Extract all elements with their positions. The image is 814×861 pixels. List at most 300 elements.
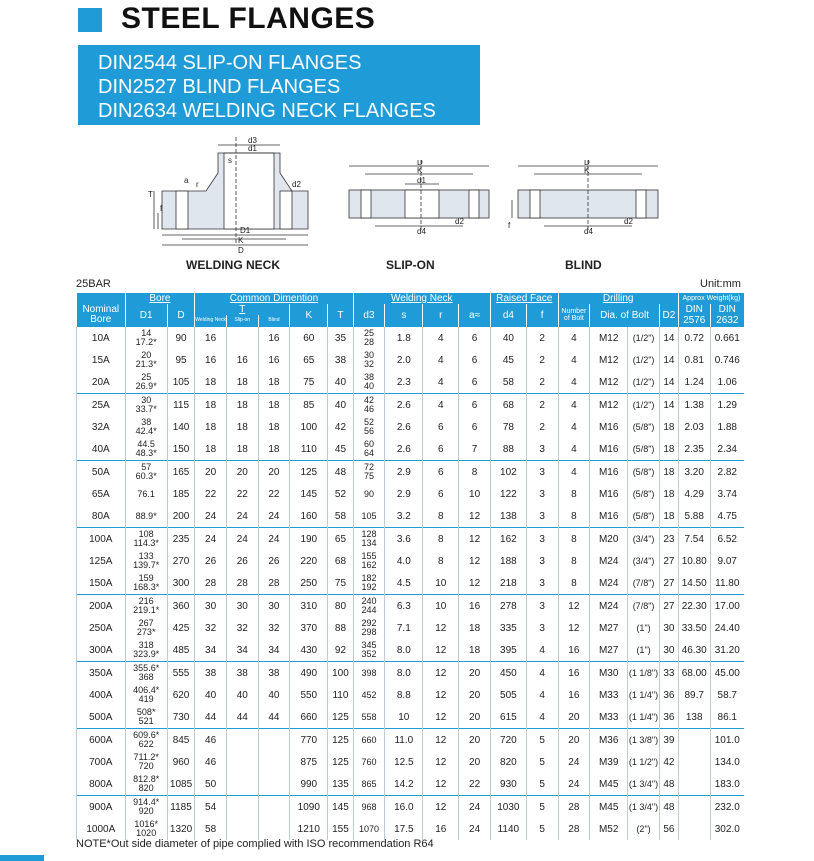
col-f: f (526, 304, 558, 327)
table-body (77, 327, 745, 841)
cell-f: 3 (526, 528, 558, 551)
cell-weight-2632: 86.1 (710, 706, 744, 729)
cell-K: 110 (290, 438, 328, 461)
cell-bolt-size: M27 (590, 617, 628, 639)
cell-s: 3.6 (385, 528, 423, 551)
cell-t-blind (258, 751, 290, 773)
cell-D2: 14 (659, 371, 678, 394)
cell-number-of-bolt: 8 (558, 572, 590, 595)
cell-D1 (125, 327, 167, 350)
cell-T: 40 (328, 394, 353, 417)
cell-D1-upper: 38 (141, 417, 152, 427)
cell-t-slip-on (226, 729, 258, 752)
cell-nominal-bore: 50A (77, 461, 126, 484)
cell-D1-upper: 30 (141, 395, 152, 405)
cell-weight-2576: 2.35 (678, 438, 710, 461)
cell-t-welding-neck: 58 (195, 818, 227, 840)
cell-r: 10 (423, 595, 459, 618)
cell-d3-lower: 398 (361, 667, 377, 678)
cell-d3-lower: 75 (363, 471, 374, 481)
cell-d4: 278 (490, 595, 526, 618)
cell-f: 3 (526, 438, 558, 461)
cell-d4: 40 (490, 327, 526, 350)
cell-f: 3 (526, 595, 558, 618)
cell-d4: 88 (490, 438, 526, 461)
cell-weight-2632: 31.20 (710, 639, 744, 662)
cell-weight-2576: 0.72 (678, 327, 710, 350)
cell-bolt-size: M24 (590, 550, 628, 572)
cell-d4: 162 (490, 528, 526, 551)
cell-nominal-bore: 600A (77, 729, 126, 752)
cell-K: 875 (290, 751, 328, 773)
table-row (77, 550, 745, 572)
col-dia-of-bolt: Dia. of Bolt (590, 304, 660, 327)
table-row (77, 773, 745, 796)
cell-d4: 505 (490, 684, 526, 706)
cell-d3-lower: 865 (361, 778, 377, 789)
cell-t-slip-on (226, 751, 258, 773)
cell-D2: 48 (659, 773, 678, 796)
cell-weight-2576: 1.24 (678, 371, 710, 394)
cell-D1 (125, 483, 167, 505)
cell-number-of-bolt: 24 (558, 751, 590, 773)
cell-f: 5 (526, 796, 558, 819)
cell-bolt-inch: (3/4") (628, 550, 660, 572)
cell-nominal-bore: 15A (77, 349, 126, 371)
title-square-icon (78, 8, 102, 32)
cell-f: 2 (526, 371, 558, 394)
cell-d3-lower: 40 (363, 381, 374, 391)
dim-label-K: K (238, 236, 244, 245)
cell-K: 990 (290, 773, 328, 796)
dim-label-d2: d2 (624, 217, 633, 226)
cell-d3 (353, 684, 385, 706)
cell-d4: 102 (490, 461, 526, 484)
cell-d4: 1140 (490, 818, 526, 840)
cell-bolt-inch: (5/8") (628, 505, 660, 528)
cell-D: 620 (167, 684, 194, 706)
cell-weight-2632: 0.661 (710, 327, 744, 350)
cell-r: 6 (423, 416, 459, 438)
cell-D1-upper: 609.6* (133, 730, 160, 740)
cell-D1-lower: 1020 (136, 828, 157, 838)
cell-s: 2.9 (385, 483, 423, 505)
cell-weight-2576 (678, 751, 710, 773)
cell-d4: 395 (490, 639, 526, 662)
cell-D1 (125, 505, 167, 528)
cell-nominal-bore: 400A (77, 684, 126, 706)
group-welding-neck: Welding Neck (353, 293, 490, 304)
cell-t-blind: 26 (258, 550, 290, 572)
cell-nominal-bore: 900A (77, 796, 126, 819)
cell-nominal-bore: 700A (77, 751, 126, 773)
cell-D: 1320 (167, 818, 194, 840)
cell-weight-2632: 1.88 (710, 416, 744, 438)
cell-s: 16.0 (385, 796, 423, 819)
cell-weight-2576: 7.54 (678, 528, 710, 551)
table-row (77, 595, 745, 618)
table-row (77, 438, 745, 461)
cell-D1 (125, 773, 167, 796)
cell-D1-upper: 1016* (134, 819, 158, 829)
cell-bolt-inch: (1/2") (628, 394, 660, 417)
cell-bolt-inch: (1/2") (628, 371, 660, 394)
cell-bolt-size: M16 (590, 505, 628, 528)
cell-t-slip-on (226, 796, 258, 819)
cell-t-blind (258, 773, 290, 796)
col-nominal-spacer (77, 293, 126, 304)
cell-weight-2576: 89.7 (678, 684, 710, 706)
cell-number-of-bolt: 4 (558, 327, 590, 350)
cell-a: 12 (459, 528, 491, 551)
cell-d3-upper: 240 (361, 596, 377, 606)
cell-bolt-size: M36 (590, 729, 628, 752)
cell-a: 18 (459, 617, 491, 639)
cell-weight-2576: 33.50 (678, 617, 710, 639)
col-D1: D1 (125, 304, 167, 327)
blind-caption: BLIND (565, 258, 602, 272)
cell-t-blind: 44 (258, 706, 290, 729)
cell-number-of-bolt: 20 (558, 706, 590, 729)
cell-f: 4 (526, 639, 558, 662)
cell-t-welding-neck: 18 (195, 394, 227, 417)
cell-d3 (353, 327, 385, 350)
cell-D1-upper: 25 (141, 372, 152, 382)
cell-D: 485 (167, 639, 194, 662)
cell-d4: 58 (490, 371, 526, 394)
cell-r: 4 (423, 371, 459, 394)
cell-number-of-bolt: 24 (558, 773, 590, 796)
cell-d3-lower: 105 (361, 510, 377, 521)
cell-weight-2576: 46.30 (678, 639, 710, 662)
cell-T: 45 (328, 438, 353, 461)
cell-t-welding-neck: 24 (195, 505, 227, 528)
cell-nominal-bore: 200A (77, 595, 126, 618)
cell-D2: 56 (659, 818, 678, 840)
cell-D: 185 (167, 483, 194, 505)
col-t-slip-on: Slip-on (226, 315, 258, 327)
cell-K: 190 (290, 528, 328, 551)
cell-K: 430 (290, 639, 328, 662)
cell-d3-lower: 28 (363, 337, 374, 347)
cell-D2: 18 (659, 505, 678, 528)
cell-t-welding-neck: 24 (195, 528, 227, 551)
cell-t-slip-on: 24 (226, 528, 258, 551)
cell-weight-2576 (678, 773, 710, 796)
cell-K: 100 (290, 416, 328, 438)
cell-t-slip-on: 24 (226, 505, 258, 528)
cell-bolt-inch: (1 3/4") (628, 773, 660, 796)
cell-nominal-bore: 65A (77, 483, 126, 505)
cell-D1 (125, 684, 167, 706)
cell-bolt-inch: (1/2") (628, 349, 660, 371)
cell-T: 40 (328, 371, 353, 394)
cell-d3-lower: 192 (361, 582, 377, 592)
cell-s: 7.1 (385, 617, 423, 639)
cell-D1-lower: 920 (138, 806, 154, 816)
table-row (77, 662, 745, 685)
group-weight: Approx Weight(kg) (678, 293, 744, 304)
cell-D: 960 (167, 751, 194, 773)
dim-label-a: a (184, 176, 189, 185)
cell-D1-upper: 914.4* (133, 797, 160, 807)
cell-number-of-bolt: 4 (558, 371, 590, 394)
cell-d3-lower: 968 (361, 801, 377, 812)
cell-D1-lower: 42.4* (135, 426, 157, 436)
cell-D1-lower: 622 (138, 739, 154, 749)
cell-d3-upper: 42 (363, 395, 374, 405)
cell-t-blind: 18 (258, 416, 290, 438)
cell-r: 12 (423, 796, 459, 819)
cell-t-blind: 34 (258, 639, 290, 662)
cell-weight-2576: 138 (678, 706, 710, 729)
cell-d3 (353, 550, 385, 572)
cell-s: 8.8 (385, 684, 423, 706)
cell-D1-lower: 820 (138, 783, 154, 793)
cell-r: 12 (423, 684, 459, 706)
cell-D1-upper: 14 (141, 328, 152, 338)
cell-d4: 45 (490, 349, 526, 371)
cell-t-blind (258, 729, 290, 752)
cell-T: 88 (328, 617, 353, 639)
col-D: D (167, 304, 194, 327)
cell-D: 845 (167, 729, 194, 752)
cell-t-slip-on (226, 818, 258, 840)
cell-weight-2632: 9.07 (710, 550, 744, 572)
cell-D1-lower: 419 (138, 694, 154, 704)
cell-D2: 18 (659, 416, 678, 438)
table-row (77, 416, 745, 438)
cell-T: 42 (328, 416, 353, 438)
cell-d3-lower: 244 (361, 605, 377, 615)
col-din-2: DIN (710, 304, 744, 315)
cell-weight-2576 (678, 729, 710, 752)
cell-a: 6 (459, 394, 491, 417)
cell-D1 (125, 572, 167, 595)
cell-D1-upper: 812.8* (133, 774, 160, 784)
cell-weight-2576: 3.20 (678, 461, 710, 484)
cell-bolt-size: M52 (590, 818, 628, 840)
cell-f: 3 (526, 461, 558, 484)
cell-f: 5 (526, 818, 558, 840)
cell-K: 770 (290, 729, 328, 752)
cell-d4: 1030 (490, 796, 526, 819)
cell-nominal-bore: 800A (77, 773, 126, 796)
cell-s: 11.0 (385, 729, 423, 752)
col-t-welding-neck: Welding Neck (195, 315, 227, 327)
cell-weight-2632: 2.82 (710, 461, 744, 484)
cell-nominal-bore: 100A (77, 528, 126, 551)
cell-D1-lower: 720 (138, 761, 154, 771)
standards-banner (78, 45, 480, 125)
cell-t-welding-neck: 18 (195, 416, 227, 438)
cell-s: 6.3 (385, 595, 423, 618)
cell-r: 16 (423, 818, 459, 840)
cell-t-welding-neck: 18 (195, 438, 227, 461)
cell-bolt-inch: (1 1/2") (628, 751, 660, 773)
cell-bolt-inch: (2") (628, 818, 660, 840)
cell-d3-upper: 155 (361, 551, 377, 561)
cell-D1 (125, 550, 167, 572)
cell-D: 150 (167, 438, 194, 461)
cell-t-slip-on: 18 (226, 438, 258, 461)
cell-a: 8 (459, 461, 491, 484)
cell-t-blind: 24 (258, 505, 290, 528)
cell-D2: 36 (659, 684, 678, 706)
dim-label-d4: d4 (584, 227, 593, 236)
table-row (77, 729, 745, 752)
cell-d3 (353, 438, 385, 461)
col-d4: d4 (490, 304, 526, 327)
cell-t-welding-neck: 34 (195, 639, 227, 662)
cell-f: 5 (526, 729, 558, 752)
cell-nominal-bore: 250A (77, 617, 126, 639)
cell-bolt-size: M20 (590, 528, 628, 551)
cell-D: 300 (167, 572, 194, 595)
cell-d3 (353, 818, 385, 840)
cell-weight-2632: 58.7 (710, 684, 744, 706)
cell-D1-lower: 521 (138, 716, 154, 726)
cell-d4: 68 (490, 394, 526, 417)
cell-r: 10 (423, 572, 459, 595)
cell-weight-2632: 302.0 (710, 818, 744, 840)
cell-D: 730 (167, 706, 194, 729)
cell-T: 125 (328, 706, 353, 729)
cell-bolt-inch: (5/8") (628, 438, 660, 461)
cell-weight-2576: 1.38 (678, 394, 710, 417)
cell-s: 12.5 (385, 751, 423, 773)
cell-D2: 18 (659, 461, 678, 484)
cell-a: 6 (459, 416, 491, 438)
cell-K: 550 (290, 684, 328, 706)
cell-D: 140 (167, 416, 194, 438)
table-row (77, 751, 745, 773)
cell-nominal-bore: 80A (77, 505, 126, 528)
cell-t-welding-neck: 20 (195, 461, 227, 484)
dim-label-K: K (417, 166, 423, 175)
cell-d3 (353, 572, 385, 595)
table-row (77, 505, 745, 528)
cell-bolt-size: M45 (590, 796, 628, 819)
cell-t-slip-on: 18 (226, 371, 258, 394)
cell-D2: 14 (659, 327, 678, 350)
cell-r: 6 (423, 461, 459, 484)
cell-d3 (353, 662, 385, 685)
cell-d3-upper: 38 (363, 372, 374, 382)
cell-K: 85 (290, 394, 328, 417)
cell-weight-2576: 0.81 (678, 349, 710, 371)
group-raised-face: Raised Face (490, 293, 558, 304)
cell-d3 (353, 528, 385, 551)
cell-bolt-inch: (5/8") (628, 483, 660, 505)
cell-t-welding-neck: 46 (195, 729, 227, 752)
cell-s: 8.0 (385, 639, 423, 662)
cell-d3 (353, 461, 385, 484)
cell-d3-lower: 352 (361, 649, 377, 659)
cell-bolt-inch: (1 1/4") (628, 706, 660, 729)
cell-s: 17.5 (385, 818, 423, 840)
cell-T: 92 (328, 639, 353, 662)
cell-bolt-size: M16 (590, 461, 628, 484)
cell-s: 2.0 (385, 349, 423, 371)
cell-r: 12 (423, 617, 459, 639)
col-a: a≈ (459, 304, 491, 327)
cell-d3-upper: 128 (361, 529, 377, 539)
cell-bolt-inch: (1/2") (628, 327, 660, 350)
cell-bolt-size: M30 (590, 662, 628, 685)
cell-f: 4 (526, 662, 558, 685)
cell-nominal-bore: 1000A (77, 818, 126, 840)
cell-bolt-size: M12 (590, 349, 628, 371)
cell-weight-2632: 101.0 (710, 729, 744, 752)
cell-D1-upper: 267 (138, 618, 154, 628)
cell-number-of-bolt: 4 (558, 394, 590, 417)
cell-nominal-bore: 150A (77, 572, 126, 595)
cell-D1-lower: 88.9* (135, 510, 157, 521)
cell-D1 (125, 639, 167, 662)
cell-d3 (353, 595, 385, 618)
cell-r: 8 (423, 528, 459, 551)
col-nominal-bore: Nominal Bore (77, 304, 126, 327)
cell-d3-upper: 30 (363, 350, 374, 360)
cell-D1 (125, 751, 167, 773)
cell-t-welding-neck: 28 (195, 572, 227, 595)
flange-dimension-table (76, 293, 744, 840)
cell-D1-upper: 159 (138, 573, 154, 583)
cell-a: 20 (459, 684, 491, 706)
cell-d3 (353, 773, 385, 796)
cell-number-of-bolt: 16 (558, 662, 590, 685)
cell-D2: 30 (659, 617, 678, 639)
cell-weight-2632: 183.0 (710, 773, 744, 796)
cell-t-welding-neck: 22 (195, 483, 227, 505)
cell-D2: 27 (659, 550, 678, 572)
cell-bolt-size: M24 (590, 595, 628, 618)
cell-number-of-bolt: 4 (558, 416, 590, 438)
col-t-blind: Blind (258, 315, 290, 327)
cell-t-welding-neck: 38 (195, 662, 227, 685)
cell-weight-2632: 0.746 (710, 349, 744, 371)
cell-d3 (353, 639, 385, 662)
cell-s: 4.5 (385, 572, 423, 595)
cell-bolt-inch: (1 1/4") (628, 684, 660, 706)
banner-line: DIN2544 SLIP-ON FLANGES (98, 52, 362, 74)
cell-t-slip-on: 44 (226, 706, 258, 729)
cell-r: 4 (423, 349, 459, 371)
cell-t-blind: 40 (258, 684, 290, 706)
cell-t-welding-neck: 26 (195, 550, 227, 572)
cell-d3-upper: 182 (361, 573, 377, 583)
cell-T: 135 (328, 773, 353, 796)
cell-D1-upper: 57 (141, 462, 152, 472)
cell-t-slip-on: 16 (226, 349, 258, 371)
cell-T: 48 (328, 461, 353, 484)
cell-D: 1185 (167, 796, 194, 819)
table-row (77, 818, 745, 840)
cell-weight-2576: 4.29 (678, 483, 710, 505)
cell-t-slip-on: 18 (226, 416, 258, 438)
cell-D1 (125, 371, 167, 394)
cell-bolt-size: M12 (590, 327, 628, 350)
cell-number-of-bolt: 28 (558, 818, 590, 840)
cell-T: 35 (328, 327, 353, 350)
cell-weight-2632: 45.00 (710, 662, 744, 685)
cell-nominal-bore: 300A (77, 639, 126, 662)
cell-number-of-bolt: 16 (558, 639, 590, 662)
cell-D: 360 (167, 595, 194, 618)
cell-t-slip-on: 18 (226, 394, 258, 417)
cell-bolt-inch: (1 1/8") (628, 662, 660, 685)
